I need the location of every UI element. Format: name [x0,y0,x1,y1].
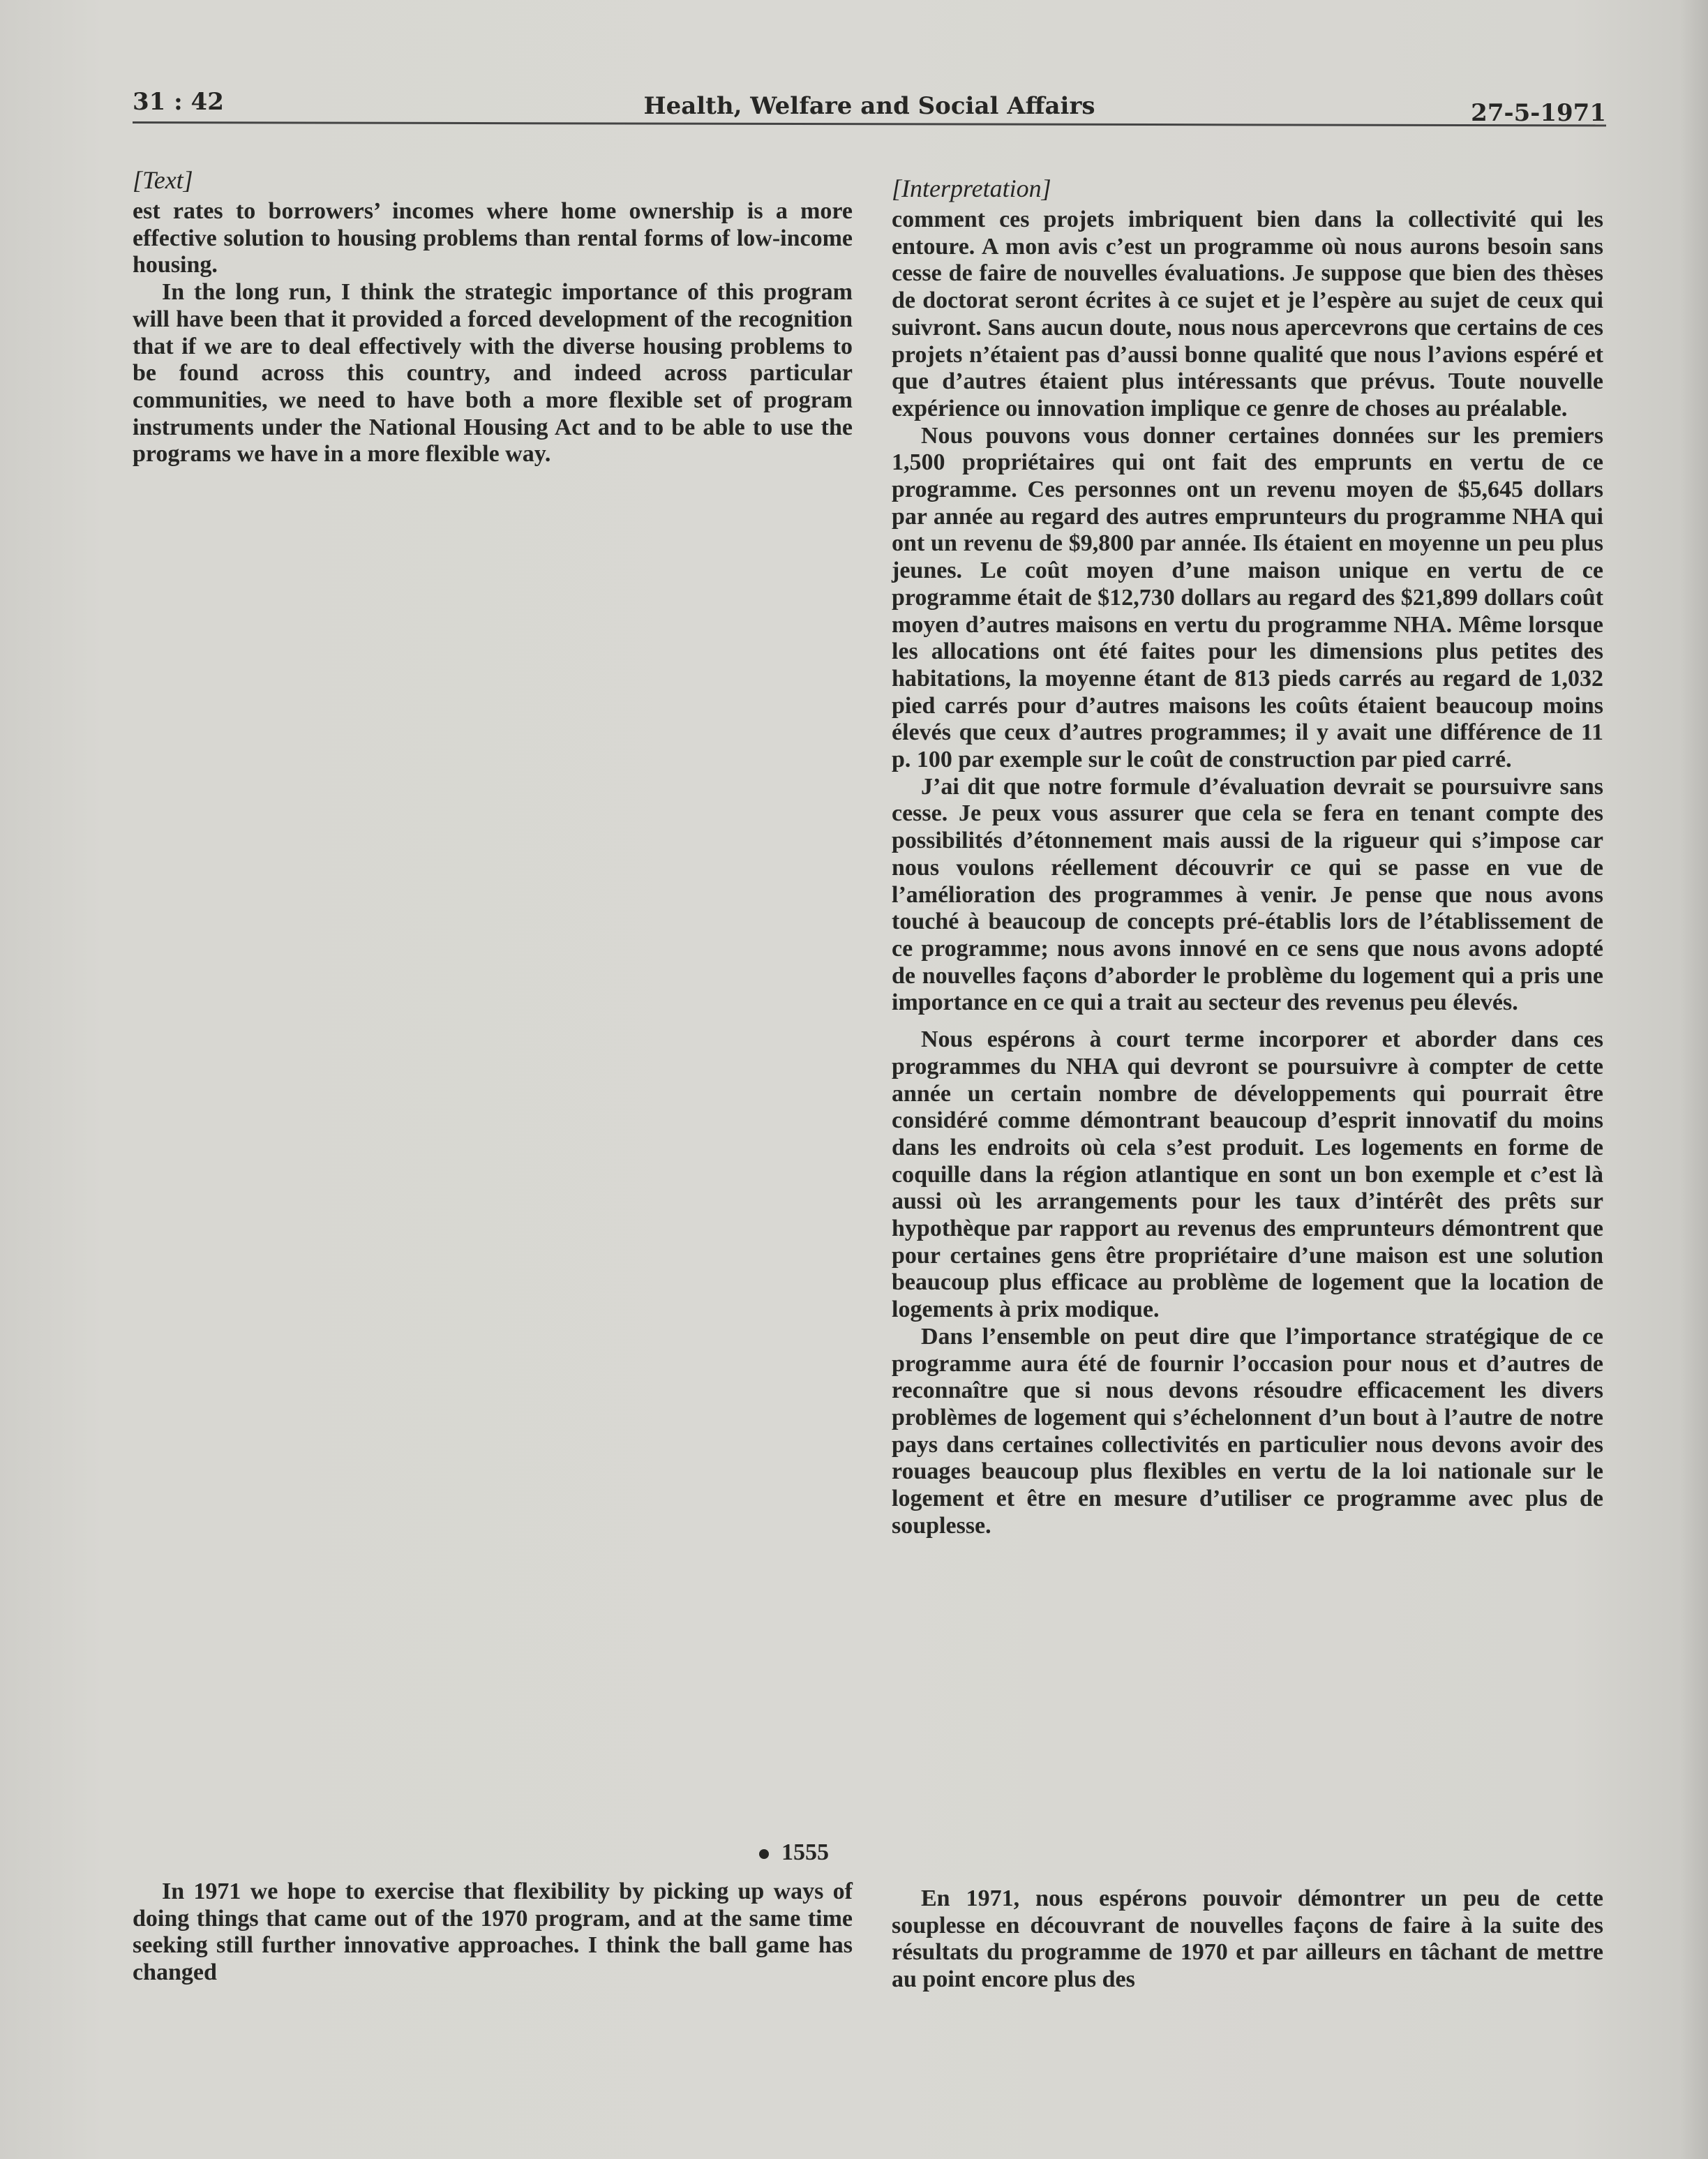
page-date: 27-5-1971 [1471,99,1606,127]
left-column [133,165,853,468]
left-paragraph: est rates to borrowers’ incomes where home ownership is a more effective solution to housing problems than rental forms of low-income housing. [133,198,853,278]
right-paragraph: Dans l’ensemble on peut dire que l’importance stratégique de ce programme aura été de fournir l’occasion pour nous et d’autres de reconnaître que si nous devons résoudre efficacement les divers problèmes de logement qui s’échelonnent d’un bout à l’autre de notre pays dans certaines collectivités en particulier nous devons avoir des rouages beaucoup plus flexibles en vertu de la loi nationale sur le logement et être en mesure d’utiliser ce programme avec plus de souplesse. [892,1323,1603,1539]
left-column-bottom [133,1878,853,1987]
left-column-label: [Text] [133,166,193,194]
right-paragraph: J’ai dit que notre formule d’évaluation devrait se poursuivre sans cesse. Je peux vous assurer que cela se fera en tenant compte des possibilités d’étonnement mais aussi de la rigueur qui s’impose car nous voulons réellement découvrir ce qui se passe en vue de l’amélioration des programmes à venir. Je pense que nous avons touché à beaucoup de concepts pré-établis lors de l’établissement de ce programme; nous avons innové en ce sens que nous avons adopté de nouvelles façons d’aborder le problème du logement qui a pris une importance en ce qui a trait au secteur des revenus peu élevés. [892,773,1603,1016]
page-edge-shadow [1680,0,1708,2159]
left-bottom-paragraph: In 1971 we hope to exercise that flexibility by picking up ways of doing things that came out of the 1970 program, and at the same time seeking still further innovative approaches. I think the ball game has changed [133,1878,853,1986]
right-paragraph: comment ces projets imbriquent bien dans la collectivité qui les entoure. A mon avis c’est un programme où nous aurons besoin sans cesse de faire de nouvelles évaluations. Je suppose que bien des thèses de doctorat seront écrites à ce sujet et je l’espère au sujet de ceux qui suivront. Sans aucun doute, nous nous apercevrons que certains de ces projets n’étaient pas d’aussi bonne qualité que nous l’avions espéré et que d’autres étaient plus intéressants que prévus. Toute nouvelle expérience ou innovation implique ce genre de choses au préalable. [892,207,1603,421]
right-column [892,173,1603,1539]
right-column-bottom [892,1885,1603,1994]
timestamp-marker-value: 1555 [781,1839,829,1865]
timestamp-marker [759,1839,829,1866]
right-paragraph: Nous espérons à court terme incorporer et aborder dans ces programmes du NHA qui devront se poursuivre à compter de cette année un certain nombre de développements qui pourrait être considéré comme démontrant beaucoup d’esprit innovatif du moins dans les endroits où cela s’est produit. Les logements en forme de coquille dans la région atlantique en sont un bon exemple et c’est là aussi où les arrangements pour les taux d’intérêt des prêts sur hypothèque par rapport au revenus des emprunteurs démontrent que pour certaines gens être propriétaire d’une maison est une solution beaucoup plus efficace au problème de logement que la location de logements à prix modique. [892,1026,1603,1323]
page-number: 31 : 42 [133,88,224,116]
bullet-dot-icon [759,1849,769,1859]
left-paragraph: In the long run, I think the strategic importance of this program will have been that it provided a forced development of the recognition that if we are to deal effectively with the diverse housing problems to be found across this country, and indeed across particular communities, we need to have both a more flexible set of program instruments under the National Housing Act and to be able to use the programs we have in a more flexible way. [133,279,853,468]
right-column-label: [Interpretation] [892,174,1051,202]
page-title: Health, Welfare and Social Affairs [643,92,1095,120]
right-paragraph: Nous pouvons vous donner certaines données sur les premiers 1,500 propriétaires qui ont fait des emprunts en vertu de ce programme. Ces personnes ont un revenu moyen de $5,645 dollars par année au regard des autres emprunteurs du programme NHA qui ont un revenu de $9,800 par année. Ils étaient en moyenne un peu plus jeunes. Le coût moyen d’une maison unique en vertu de ce programme était de $12,730 dollars au regard des $21,899 dollars coût moyen d’autres maisons en vertu du programme NHA. Même lorsque les allocations ont été faites pour les dimensions plus petites des habitations, la moyenne étant de 813 pieds carrés au regard de 1,032 pied carrés pour d’autres maisons les coûts étaient beaucoup moins élevés que ceux d’autres programmes; il y avait une différence de 11 p. 100 par exemple sur le coût de construction par pied carré. [892,422,1603,773]
right-bottom-paragraph: En 1971, nous espérons pouvoir démontrer un peu de cette souplesse en découvrant de nouvelles façons de faire à la suite des résultats du programme de 1970 et par ailleurs en tâchant de mettre au point encore plus des [892,1885,1603,1993]
